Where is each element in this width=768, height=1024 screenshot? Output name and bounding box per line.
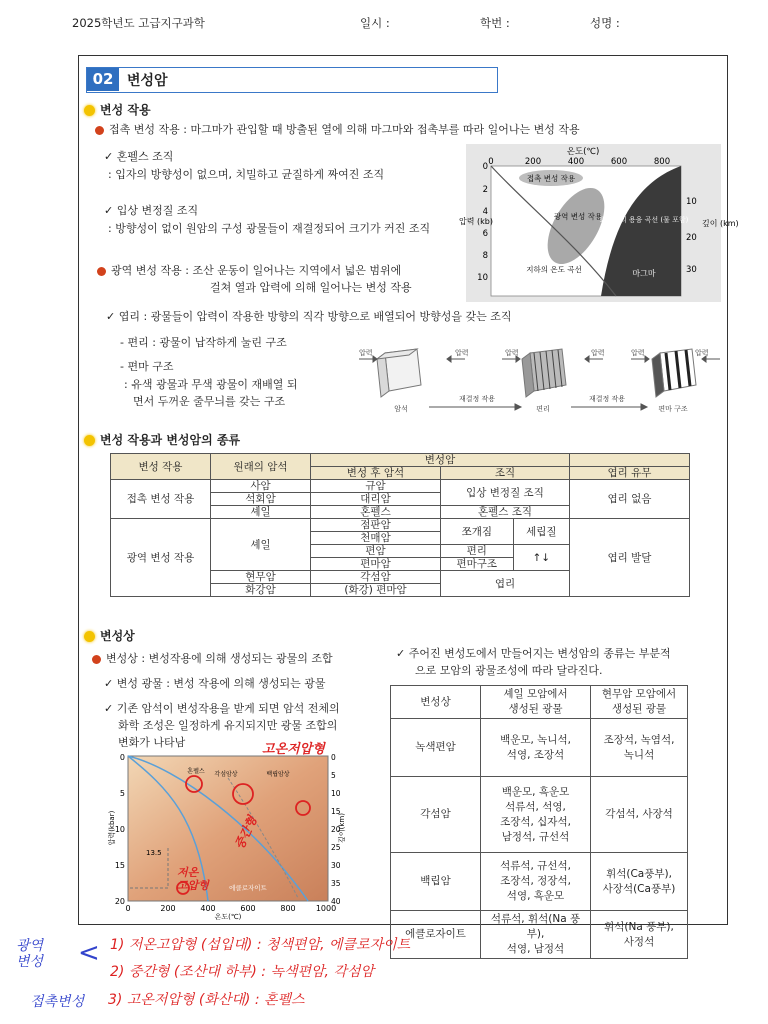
recrystallization-label: 재결정 작용 (458, 395, 496, 403)
cell: 휘석(Ca풍부), 사장석(Ca풍부) (591, 853, 688, 911)
melt-curve-label: 화강암의 용융 곡선 (물 포함) (599, 216, 689, 224)
depth-tick: 5 (331, 771, 336, 780)
orig-text-1: ✓ 기존 암석이 변성작용을 받게 되면 암석 전체의 (104, 702, 340, 715)
pressure-label: 압력 (359, 349, 373, 357)
foliation-def: ✓ 엽리 : 광물들이 압력이 작용한 방향의 직각 방향으로 배열되어 방향성을 갖는 조직 (106, 310, 512, 323)
pressure-tick: 0 (119, 753, 125, 762)
cell: 혼펠스 (311, 506, 441, 519)
bulb-icon (84, 105, 95, 116)
temp-tick: 800 (653, 157, 671, 167)
th-foliation: 엽리 유무 (570, 467, 690, 480)
note-contact-side: 접촉변성 (30, 994, 85, 1010)
temp-tick: 600 (610, 157, 628, 167)
th-origin: 원래의 암석 (211, 454, 311, 480)
cell: 조장석, 녹염석, 녹니석 (591, 719, 688, 777)
cell: 혼펠스 조직 (441, 506, 570, 519)
temp-tick: 1000 (315, 904, 337, 913)
foliation-diagram (355, 345, 723, 417)
note-low-temp: 저온 고압형 (177, 866, 209, 892)
pressure-label: 압력 (591, 349, 605, 357)
temp-axis-label: 온도(℃) (214, 913, 242, 921)
temp-tick: 400 (200, 904, 216, 913)
cell: 세립질 (513, 519, 569, 545)
cell: 백운모, 흑운모 석류석, 석영, 조장석, 십자석, 남정석, 규선석 (481, 777, 591, 853)
cell: 입상 변정질 조직 (441, 480, 570, 506)
temp-tick: 200 (160, 904, 176, 913)
name-field[interactable]: 성명 : (590, 16, 620, 30)
section-number: 02 (87, 68, 119, 91)
depth-tick: 20 (686, 233, 697, 243)
regional-zone-label: 광역 변성 작용 (553, 212, 603, 221)
cell: 현무암 (211, 571, 311, 584)
pressure-tick: 6 (482, 229, 488, 239)
cell: 편리 (441, 545, 514, 558)
contact-zone-label: 접촉 변성 작용 (526, 174, 576, 183)
th-after: 변성 후 암석 (311, 467, 441, 480)
gneiss-label: 편마 구조 (658, 405, 688, 413)
gneiss-desc-1: : 유색 광물과 무색 광물이 재배열 되 (124, 378, 298, 391)
granulite-zone-label: 백립암상 (266, 771, 290, 778)
cell: 규암 (311, 480, 441, 493)
cell: 각섬석, 사장석 (591, 777, 688, 853)
th-facies: 변성상 (391, 686, 481, 719)
pressure-tick: 0 (482, 162, 488, 172)
orig-text-3: 변화가 나타남 (118, 736, 186, 749)
given-text-2: 으로 모암의 광물조성에 따라 달라진다. (415, 664, 603, 677)
th-shale: 셰일 모암에서 생성된 광물 (481, 686, 591, 719)
pressure-tick: 4 (482, 207, 488, 217)
date-field[interactable]: 일시 : (360, 16, 390, 30)
facies-eclogite: 에클로자이트 (391, 911, 481, 959)
pressure-tick: 10 (477, 273, 488, 283)
cell: 셰일 (211, 519, 311, 571)
depth-tick: 0 (331, 753, 336, 762)
bulb-icon (84, 435, 95, 446)
depth-axis-label: 깊이(km) (338, 813, 346, 843)
pressure-axis-label: 압력(kbar) (108, 810, 116, 846)
facies-table (390, 685, 688, 959)
cell: 편마암 (311, 558, 441, 571)
heading-metamorphism: 변성 작용 (84, 101, 151, 118)
cell: 편마구조 (441, 558, 514, 571)
cell: 편암 (311, 545, 441, 558)
note-mid: 중간형 (232, 813, 260, 852)
cell: 엽리 없음 (570, 480, 690, 519)
bulb-icon (84, 631, 95, 642)
pressure-tick: 15 (114, 861, 125, 870)
temp-tick: 0 (125, 904, 131, 913)
cell: 대리암 (311, 493, 441, 506)
recrystallization-label: 재결정 작용 (588, 395, 626, 403)
th-process: 변성 작용 (111, 454, 211, 480)
depth-tick: 30 (331, 861, 341, 870)
value-label: 13.5 (146, 849, 162, 857)
depth-tick: 20 (331, 825, 341, 834)
note-line-3: 3) 고온저압형 (화산대) : 혼펠스 (108, 992, 305, 1008)
note-line-1: 1) 저온고압형 (섭입대) : 청색편암, 에클로자이트 (110, 937, 411, 953)
metamorphic-rock-table (110, 453, 690, 597)
schist-def: - 편리 : 광물이 납작하게 눌린 구조 (120, 336, 287, 349)
pressure-axis-label: 압력 (kb) (459, 217, 493, 226)
facies-granulite: 백립암 (391, 853, 481, 911)
depth-tick: 10 (686, 197, 697, 207)
school-title: 2025학년도 고급지구과학 (72, 16, 205, 30)
facies-def: 변성상 : 변성작용에 의해 생성되는 광물의 조합 (92, 651, 333, 667)
heading-rock-types: 변성 작용과 변성암의 종류 (84, 431, 240, 448)
red-dot-icon (92, 655, 101, 664)
hornfels-zone-label: 혼펠스 (187, 768, 205, 775)
amphibolite-zone-label: 각섬암상 (214, 771, 238, 778)
depth-tick: 35 (331, 879, 341, 888)
th-metamorphic: 변성암 (311, 454, 570, 467)
cell-regional: 광역 변성 작용 (111, 519, 211, 597)
depth-tick: 40 (331, 897, 341, 906)
note-line-2: 2) 중간형 (조산대 하부) : 녹색편암, 각섬암 (110, 964, 375, 980)
cell: 점판암 (311, 519, 441, 532)
temp-tick: 600 (240, 904, 256, 913)
geotherm-label: 지하의 온도 곡선 (526, 265, 582, 274)
pressure-tick: 5 (119, 789, 125, 798)
regional-def-1: 광역 변성 작용 : 조산 운동이 일어나는 지역에서 넓은 범위에 (97, 263, 401, 279)
pressure-label: 압력 (695, 349, 709, 357)
temp-tick: 0 (488, 157, 494, 167)
cell: 석회암 (211, 493, 311, 506)
depth-tick: 10 (331, 789, 341, 798)
red-dot-icon (97, 267, 106, 276)
th-basalt: 현무암 모암에서 생성된 광물 (591, 686, 688, 719)
orig-text-2: 화학 조성은 일정하게 유지되지만 광물 조합의 (118, 719, 338, 732)
cell: 사암 (211, 480, 311, 493)
cell: 천매암 (311, 532, 441, 545)
cell: (화강) 편마암 (311, 584, 441, 597)
red-dot-icon (95, 126, 104, 135)
hornfels-heading: ✓ 혼펠스 조직 (104, 150, 174, 163)
cell-contact: 접촉 변성 작용 (111, 480, 211, 519)
granoblastic-desc: : 방향성이 없이 원암의 구성 광물들이 재결정되어 크기가 커진 조직 (108, 222, 431, 235)
regional-def-2: 걸쳐 열과 압력에 의해 일어나는 변성 작용 (210, 281, 412, 294)
gneiss-heading: - 편마 구조 (120, 360, 174, 373)
magma-label: 마그마 (632, 269, 656, 278)
th-texture: 조직 (441, 467, 570, 480)
student-id-field[interactable]: 학번 : (480, 16, 510, 30)
note-high-temp: 고온저압형 (262, 742, 325, 757)
brace-icon: < (78, 938, 100, 968)
granoblastic-heading: ✓ 입상 변정질 조직 (104, 204, 199, 217)
depth-tick: 30 (686, 265, 697, 275)
pressure-label: 압력 (631, 349, 645, 357)
cell: ↑↓ (513, 545, 569, 571)
cell: 엽리 (441, 571, 570, 597)
contact-def: 접촉 변성 작용 : 마그마가 관입할 때 방출된 열에 의해 마그마와 접촉부를 따라 일어나는 변성 작용 (95, 122, 580, 138)
cell: 백운모, 녹니석, 석영, 조장석 (481, 719, 591, 777)
pressure-tick: 10 (114, 825, 125, 834)
mineral-def: ✓ 변성 광물 : 변성 작용에 의해 생성되는 광물 (104, 677, 326, 690)
gneiss-desc-2: 면서 두꺼운 줄무늬를 갖는 구조 (133, 395, 286, 408)
eclogite-label: 에클로자이트 (229, 884, 267, 892)
facies-greenschist: 녹색편암 (391, 719, 481, 777)
pressure-label: 압력 (505, 349, 519, 357)
cell: 셰일 (211, 506, 311, 519)
temp-tick: 400 (567, 157, 585, 167)
cell: 쪼개짐 (441, 519, 514, 545)
facies-amphibolite: 각섬암 (391, 777, 481, 853)
given-text-1: ✓ 주어진 변성도에서 만들어지는 변성암의 종류는 부분적 (396, 647, 671, 660)
temp-tick: 200 (524, 157, 542, 167)
heading-facies: 변성상 (84, 627, 135, 644)
cell: 석류석, 규선석, 조장석, 정장석, 석영, 흑운모 (481, 853, 591, 911)
pressure-tick: 20 (114, 897, 125, 906)
section-header (86, 67, 498, 93)
depth-tick: 15 (331, 807, 341, 816)
hornfels-desc: : 입자의 방향성이 없으며, 치밀하고 균질하게 짜여진 조직 (108, 168, 385, 181)
pressure-tick: 8 (482, 251, 488, 261)
facies-diagram (108, 748, 348, 920)
cell: 엽리 발달 (570, 519, 690, 597)
contact-regional-diagram (459, 144, 739, 302)
rock-label: 암석 (394, 405, 408, 413)
section-title: 변성암 (127, 73, 168, 89)
cell: 석류석, 휘석(Na 풍부), 석영, 남정석 (481, 911, 591, 959)
temp-axis-label: 온도(℃) (566, 147, 600, 157)
schist-label: 편리 (536, 405, 550, 413)
depth-axis-label: 깊이 (km) (702, 219, 739, 228)
pressure-label: 압력 (455, 349, 469, 357)
pressure-tick: 2 (482, 185, 488, 195)
cell: 휘석(Na 풍부), 사정석 (591, 911, 688, 959)
temp-tick: 800 (280, 904, 296, 913)
depth-tick: 25 (331, 843, 341, 852)
cell: 화강암 (211, 584, 311, 597)
cell: 각섬암 (311, 571, 441, 584)
note-regional-side: 광역 변성 (16, 938, 44, 970)
